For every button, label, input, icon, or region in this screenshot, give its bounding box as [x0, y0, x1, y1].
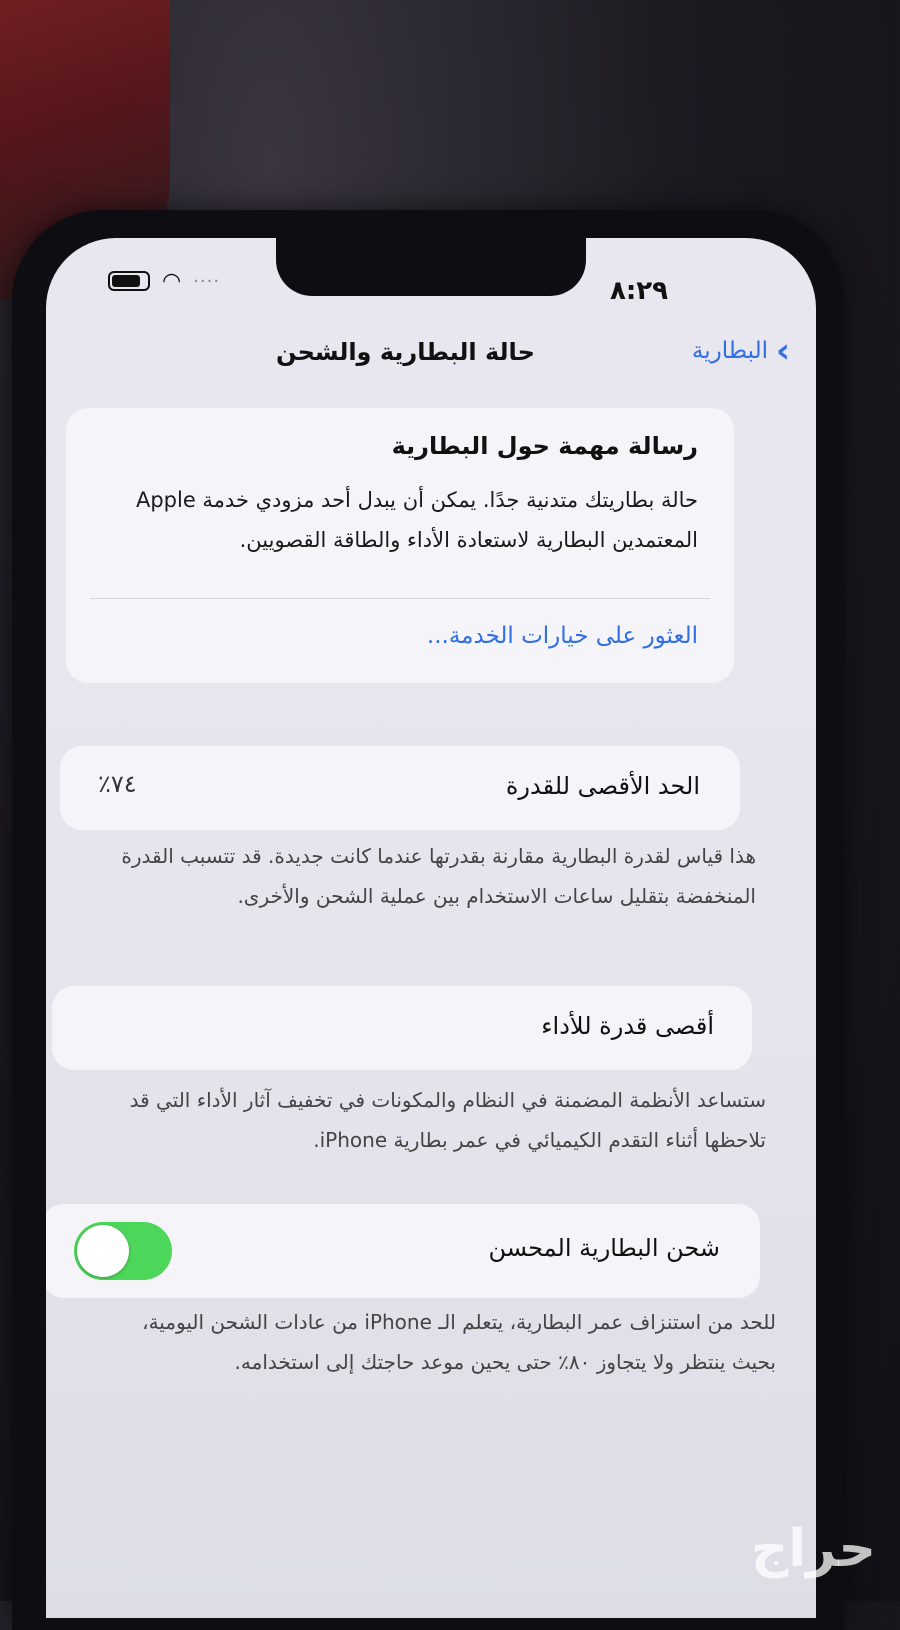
peak-performance-label: أقصى قدرة للأداء [541, 1012, 714, 1040]
back-label: البطارية [691, 338, 768, 364]
divider [90, 598, 710, 599]
charging-footnote: للحد من استنزاف عمر البطارية، يتعلم الـ iPhone من عادات الشحن اليومية، بحيث ينتظر ولا يتجاوز ٨٠٪ حتى يحين موعد حاجتك إلى استخدامه. [142, 1310, 776, 1374]
find-service-options-link[interactable]: العثور على خيارات الخدمة... [426, 623, 698, 649]
maximum-capacity-row [60, 746, 740, 830]
navigation-bar [46, 331, 816, 388]
optimized-charging-row [46, 1204, 760, 1298]
wifi-icon: ◠ [162, 268, 182, 294]
optimized-charging-toggle[interactable] [74, 1222, 172, 1280]
peak-performance-row [52, 986, 752, 1070]
watermark-logo: حراج [750, 1519, 876, 1579]
status-time: ٨:٢٩ [609, 276, 668, 306]
status-icons [108, 266, 220, 296]
performance-footnote: ستساعد الأنظمة المضمنة في النظام والمكونات في تخفيف آثار الأداء التي قد تلاحظها أثناء التقدم الكيميائي في عمر بطارية iPhone. [129, 1088, 766, 1152]
notch [276, 238, 586, 296]
toggle-knob [77, 1225, 129, 1277]
optimized-charging-label: شحن البطارية المحسن [488, 1234, 720, 1262]
battery-alert-card [66, 408, 734, 683]
capacity-footnote: هذا قياس لقدرة البطارية مقارنة بقدرتها عندما كانت جديدة. قد تتسبب القدرة المنخفضة بتقليل ساعات الاستخدام بين عملية الشحن والأخرى. [121, 844, 756, 908]
back-button[interactable] [691, 331, 790, 371]
alert-body: حالة بطاريتك متدنية جدًا. يمكن أن يبدل أحد مزودي خدمة Apple المعتمدين البطارية لاستعادة الأداء والطاقة القصويين. [135, 488, 698, 552]
chevron-back-icon: › [775, 331, 790, 371]
maximum-capacity-value: ٧٤٪ [98, 770, 137, 798]
page-title: حالة البطارية والشحن [276, 338, 535, 366]
battery-icon [108, 271, 150, 291]
maximum-capacity-label: الحد الأقصى للقدرة [505, 772, 700, 800]
phone-screen [46, 238, 816, 1618]
alert-title: رسالة مهمة حول البطارية [391, 432, 698, 460]
signal-icon: ···· [193, 270, 221, 292]
